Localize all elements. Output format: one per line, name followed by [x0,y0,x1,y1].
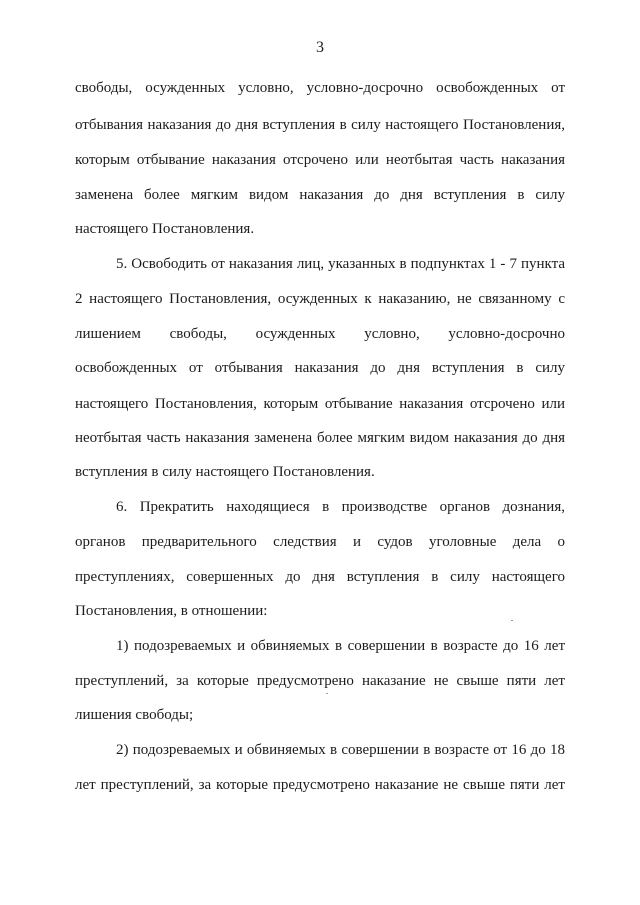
text-line: настоящего Постановления. [75,221,255,237]
text-line: преступлений, за которые предусмотрено наказание не свыше пяти лет [75,673,565,689]
text-line: лишения свободы; [75,707,194,723]
text-line: отбывания наказания до дня вступления в силу настоящего Постановления, [75,117,565,133]
scan-speck [326,693,328,694]
scan-speck [511,620,513,621]
text-line: которым отбывание наказания отсрочено или неотбытая часть наказания [75,152,565,168]
text-line: 2) подозреваемых и обвиняемых в совершении в возрасте от 16 до 18 [116,742,565,758]
text-line: органов предварительного следствия и судов уголовные дела о [75,534,565,550]
text-line: свободы, осужденных условно, условно-досрочно освобожденных от [75,80,565,96]
text-line: преступлениях, совершенных до дня вступления в силу настоящего [75,569,565,585]
text-line: 1) подозреваемых и обвиняемых в совершении в возрасте до 16 лет [116,638,565,654]
text-line: неотбытая часть наказания заменена более мягким видом наказания до дня [75,430,565,446]
text-line: освобожденных от отбывания наказания до дня вступления в силу [75,360,565,376]
text-line: вступления в силу настоящего Постановления. [75,464,375,480]
text-line: заменена более мягким видом наказания до дня вступления в силу [75,187,565,203]
text-line: 2 настоящего Постановления, осужденных к наказанию, не связанному с [75,291,565,307]
text-line: Постановления, в отношении: [75,603,268,619]
text-line: 6. Прекратить находящиеся в производстве органов дознания, [116,499,565,515]
text-line: лет преступлений, за которые предусмотрено наказание не свыше пяти лет [75,777,565,793]
text-line: настоящего Постановления, которым отбывание наказания отсрочено или [75,396,565,412]
text-line: 5. Освободить от наказания лиц, указанных в подпунктах 1 - 7 пункта [116,256,565,272]
text-line: лишением свободы, осужденных условно, условно-досрочно [75,326,565,342]
page-number: 3 [316,39,324,56]
